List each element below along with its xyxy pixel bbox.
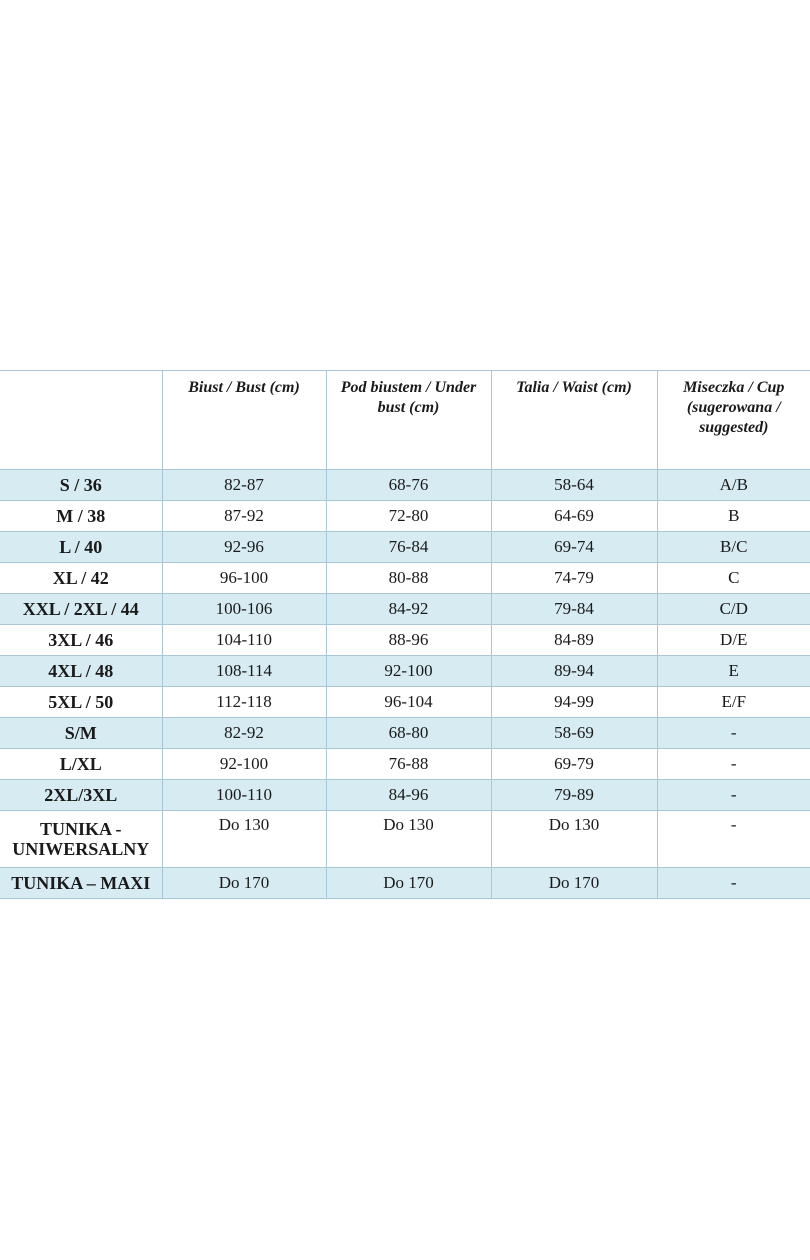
under-bust-cell: 76-84 [326, 532, 491, 563]
waist-cell: 69-74 [491, 532, 657, 563]
header-row [0, 371, 810, 470]
waist-cell: 74-79 [491, 563, 657, 594]
header-waist: Talia / Waist (cm) [491, 371, 657, 470]
header-bust: Biust / Bust (cm) [162, 371, 326, 470]
bust-cell: Do 130 [162, 811, 326, 868]
waist-cell: 58-69 [491, 718, 657, 749]
waist-cell: 79-84 [491, 594, 657, 625]
waist-cell: 79-89 [491, 780, 657, 811]
bust-cell: 96-100 [162, 563, 326, 594]
under-bust-cell: 68-80 [326, 718, 491, 749]
waist-cell: Do 170 [491, 868, 657, 899]
table-row [0, 656, 810, 687]
header-size [0, 371, 162, 470]
table-row [0, 780, 810, 811]
cup-cell: B [657, 501, 810, 532]
cup-cell: E [657, 656, 810, 687]
under-bust-cell: 84-92 [326, 594, 491, 625]
cup-cell: C [657, 563, 810, 594]
bust-cell: 92-96 [162, 532, 326, 563]
under-bust-cell: 72-80 [326, 501, 491, 532]
size-cell: 3XL / 46 [0, 625, 162, 656]
bust-cell: 92-100 [162, 749, 326, 780]
table-row [0, 811, 810, 868]
cup-cell: - [657, 780, 810, 811]
size-cell: XXL / 2XL / 44 [0, 594, 162, 625]
table-row [0, 594, 810, 625]
cup-cell: D/E [657, 625, 810, 656]
bust-cell: 100-106 [162, 594, 326, 625]
under-bust-cell: 68-76 [326, 470, 491, 501]
under-bust-cell: 76-88 [326, 749, 491, 780]
table-row [0, 470, 810, 501]
waist-cell: Do 130 [491, 811, 657, 868]
bust-cell: 104-110 [162, 625, 326, 656]
size-cell: M / 38 [0, 501, 162, 532]
table-row [0, 625, 810, 656]
table-row [0, 563, 810, 594]
bust-cell: 108-114 [162, 656, 326, 687]
under-bust-cell: 84-96 [326, 780, 491, 811]
under-bust-cell: 92-100 [326, 656, 491, 687]
size-cell: 5XL / 50 [0, 687, 162, 718]
waist-cell: 89-94 [491, 656, 657, 687]
waist-cell: 64-69 [491, 501, 657, 532]
size-cell: TUNIKA - UNIWERSALNY [0, 811, 162, 868]
bust-cell: 100-110 [162, 780, 326, 811]
size-cell: L/XL [0, 749, 162, 780]
size-cell: S / 36 [0, 470, 162, 501]
table-row [0, 749, 810, 780]
bust-cell: 112-118 [162, 687, 326, 718]
under-bust-cell: 88-96 [326, 625, 491, 656]
table-row [0, 532, 810, 563]
cup-cell: C/D [657, 594, 810, 625]
table-row [0, 687, 810, 718]
bust-cell: Do 170 [162, 868, 326, 899]
header-under-bust: Pod biustem / Under bust (cm) [326, 371, 491, 470]
bust-cell: 82-92 [162, 718, 326, 749]
table-body [0, 470, 810, 899]
cup-cell: - [657, 868, 810, 899]
table-row [0, 868, 810, 899]
size-cell: 4XL / 48 [0, 656, 162, 687]
table-row [0, 501, 810, 532]
cup-cell: B/C [657, 532, 810, 563]
table-header [0, 371, 810, 470]
table-row [0, 718, 810, 749]
under-bust-cell: 80-88 [326, 563, 491, 594]
cup-cell: A/B [657, 470, 810, 501]
bust-cell: 87-92 [162, 501, 326, 532]
cup-cell: - [657, 718, 810, 749]
waist-cell: 69-79 [491, 749, 657, 780]
under-bust-cell: Do 170 [326, 868, 491, 899]
waist-cell: 84-89 [491, 625, 657, 656]
size-cell: L / 40 [0, 532, 162, 563]
waist-cell: 58-64 [491, 470, 657, 501]
size-cell: TUNIKA – MAXI [0, 868, 162, 899]
cup-cell: E/F [657, 687, 810, 718]
waist-cell: 94-99 [491, 687, 657, 718]
size-chart-table [0, 370, 810, 899]
cup-cell: - [657, 749, 810, 780]
header-cup: Miseczka / Cup (sugerowana / suggested) [657, 371, 810, 470]
size-cell: 2XL/3XL [0, 780, 162, 811]
size-cell: S/M [0, 718, 162, 749]
under-bust-cell: 96-104 [326, 687, 491, 718]
cup-cell: - [657, 811, 810, 868]
bust-cell: 82-87 [162, 470, 326, 501]
size-cell: XL / 42 [0, 563, 162, 594]
under-bust-cell: Do 130 [326, 811, 491, 868]
